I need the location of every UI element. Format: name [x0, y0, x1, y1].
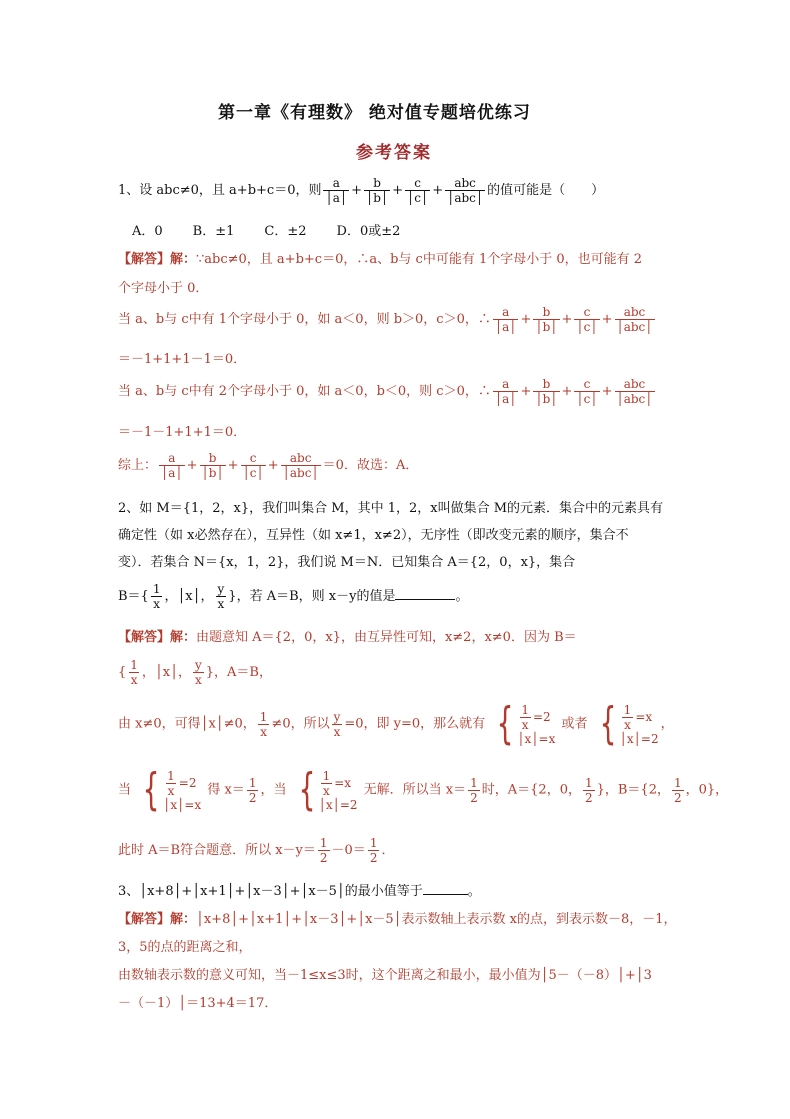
q1-case1: 当 a、b与 c中有 1个字母小于 0，如 a＜0，则 b＞0，c＞0，∴ $\frac{a}{│a│}$ + $\frac{b}{│b│}$ + $\frac{c}{│c│}$ + $\frac{\text{abc}}{\text{│abc│}}$: [118, 305, 653, 334]
q2-solution-line1: 【解答】解：由题意知 A＝{2，0，x}，由互异性可知，x≠2，x≠0．因为 B＝: [118, 630, 577, 645]
q3-solution-line1: 【解答】解：│x+8│+│x+1│+│x－3│+│x－5│表示数轴上表示数 x的点，到表示数－8，－1，: [118, 912, 677, 927]
equation-system-1: { $\frac{1}{x}$ =2 │x│=x: [496, 698, 556, 749]
answer-blank[interactable]: [395, 599, 455, 600]
q1-case1-result: ＝－1+1+1－1＝0．: [118, 352, 247, 367]
q1-case2: 当 a、b与 c中有 2个字母小于 0，如 a＜0，b＜0，则 c＞0，∴ $\frac{a}{│a│}$ + $\frac{b}{│b│}$ + $\frac{c}{│c│}$ + $\frac{\text{abc}}{\text{│abc│}}$: [118, 377, 653, 406]
q2-solution-line4: 当 { $\frac{1}{x}$ =2 │x│=x 得 x＝ $\frac{1}{2}$ ，当 { $\frac{1}{x}$ =x │x│=2 无解．所以当 x＝ $\frac{1}{2}$ 时，A＝{2，0， $\frac{1}{2}$ }，B＝{2， $\frac{1}{2}$ ，0}，: [118, 764, 729, 815]
q1-solution-line2: 个字母小于 0．: [118, 281, 209, 296]
q1-stem: 1、设 abc≠0，且 a+b+c＝0，则 $\frac{a}{│a│}$ + $\frac{b}{│b│}$ + $\frac{c}{│c│}$ + $\frac{\text{abc}}{\text{│abc│}}$ 的值可能是（ ）: [118, 176, 605, 205]
q3-solution-line3: 由数轴表示数的意义可知，当－1≤x≤3时，这个距离之和最小，最小值为│5－（－8）│+│3: [118, 968, 652, 983]
answer-blank-q3[interactable]: [423, 894, 468, 895]
q3-stem: 3、│x+8│+│x+1│+│x－3│+│x－5│的最小值等于 。: [118, 884, 481, 899]
q2-stem-line2: 确定性（如 x必然存在），互异性（如 x≠1，x≠2），无序性（即改变元素的顺序，集合不: [118, 528, 629, 543]
q2-solution-line2: { $\frac{1}{x}$ ，│x│， $\frac{y}{x}$ }，A＝B，: [118, 658, 272, 687]
q2-stem-line3: 变）．若集合 N＝{x，1，2}，我们说 M＝N．已知集合 A＝{2，0，x}，集合: [118, 555, 576, 570]
equation-system-2: { $\frac{1}{x}$ =x │x│=2: [599, 698, 659, 749]
q3-solution-line4: －（－1）│＝13+4＝17．: [118, 996, 278, 1011]
q2-stem-line4: B＝{ $\frac{1}{x}$ ，│x│， $\frac{y}{x}$ }，若 A＝B，则 x－y的值是 。: [118, 582, 469, 611]
q1-solution-line1: 【解答】解：∵abc≠0，且 a+b+c＝0，∴a、b与 c中可能有 1个字母小于 0，也可能有 2: [118, 252, 643, 267]
answer-heading: 参考答案: [356, 143, 432, 163]
q2-solution-line3: 由 x≠0，可得│x│≠0， $\frac{1}{x}$ ≠0，所以 $\frac{y}{x}$ =0，即 y=0，那么就有 { $\frac{1}{x}$ =2 │x│=x 或者 { $\frac{1}{x}$ =x │x│=2 ，: [118, 698, 674, 749]
q2-solution-line5: 此时 A＝B符合题意．所以 x－y＝ $\frac{1}{2}$ －0＝ $\frac{1}{2}$ ．: [118, 836, 395, 865]
q3-solution-line2: 3，5的点的距离之和，: [118, 940, 252, 955]
q1-summary: 综上： $\frac{a}{│a│}$ + $\frac{b}{│b│}$ + $\frac{c}{│c│}$ + $\frac{\text{abc}}{\text{│abc│}}$ ＝0．故选：A．: [118, 451, 419, 480]
q2-stem-line1: 2、如 M＝{1，2，x}，我们叫集合 M，其中 1，2，x叫做集合 M的元素．集合中的元素具有: [118, 501, 664, 516]
equation-system-2-repeat: { $\frac{1}{x}$ =x │x│=2: [298, 764, 358, 815]
page-title: 第一章《有理数》 绝对值专题培优练习: [218, 103, 531, 123]
q1-options: A．0 B．±1 C．±2 D．0或±2: [132, 224, 401, 239]
q1-case2-result: ＝－1－1+1+1＝0．: [118, 425, 247, 440]
equation-system-1-repeat: { $\frac{1}{x}$ =2 │x│=x: [142, 764, 202, 815]
